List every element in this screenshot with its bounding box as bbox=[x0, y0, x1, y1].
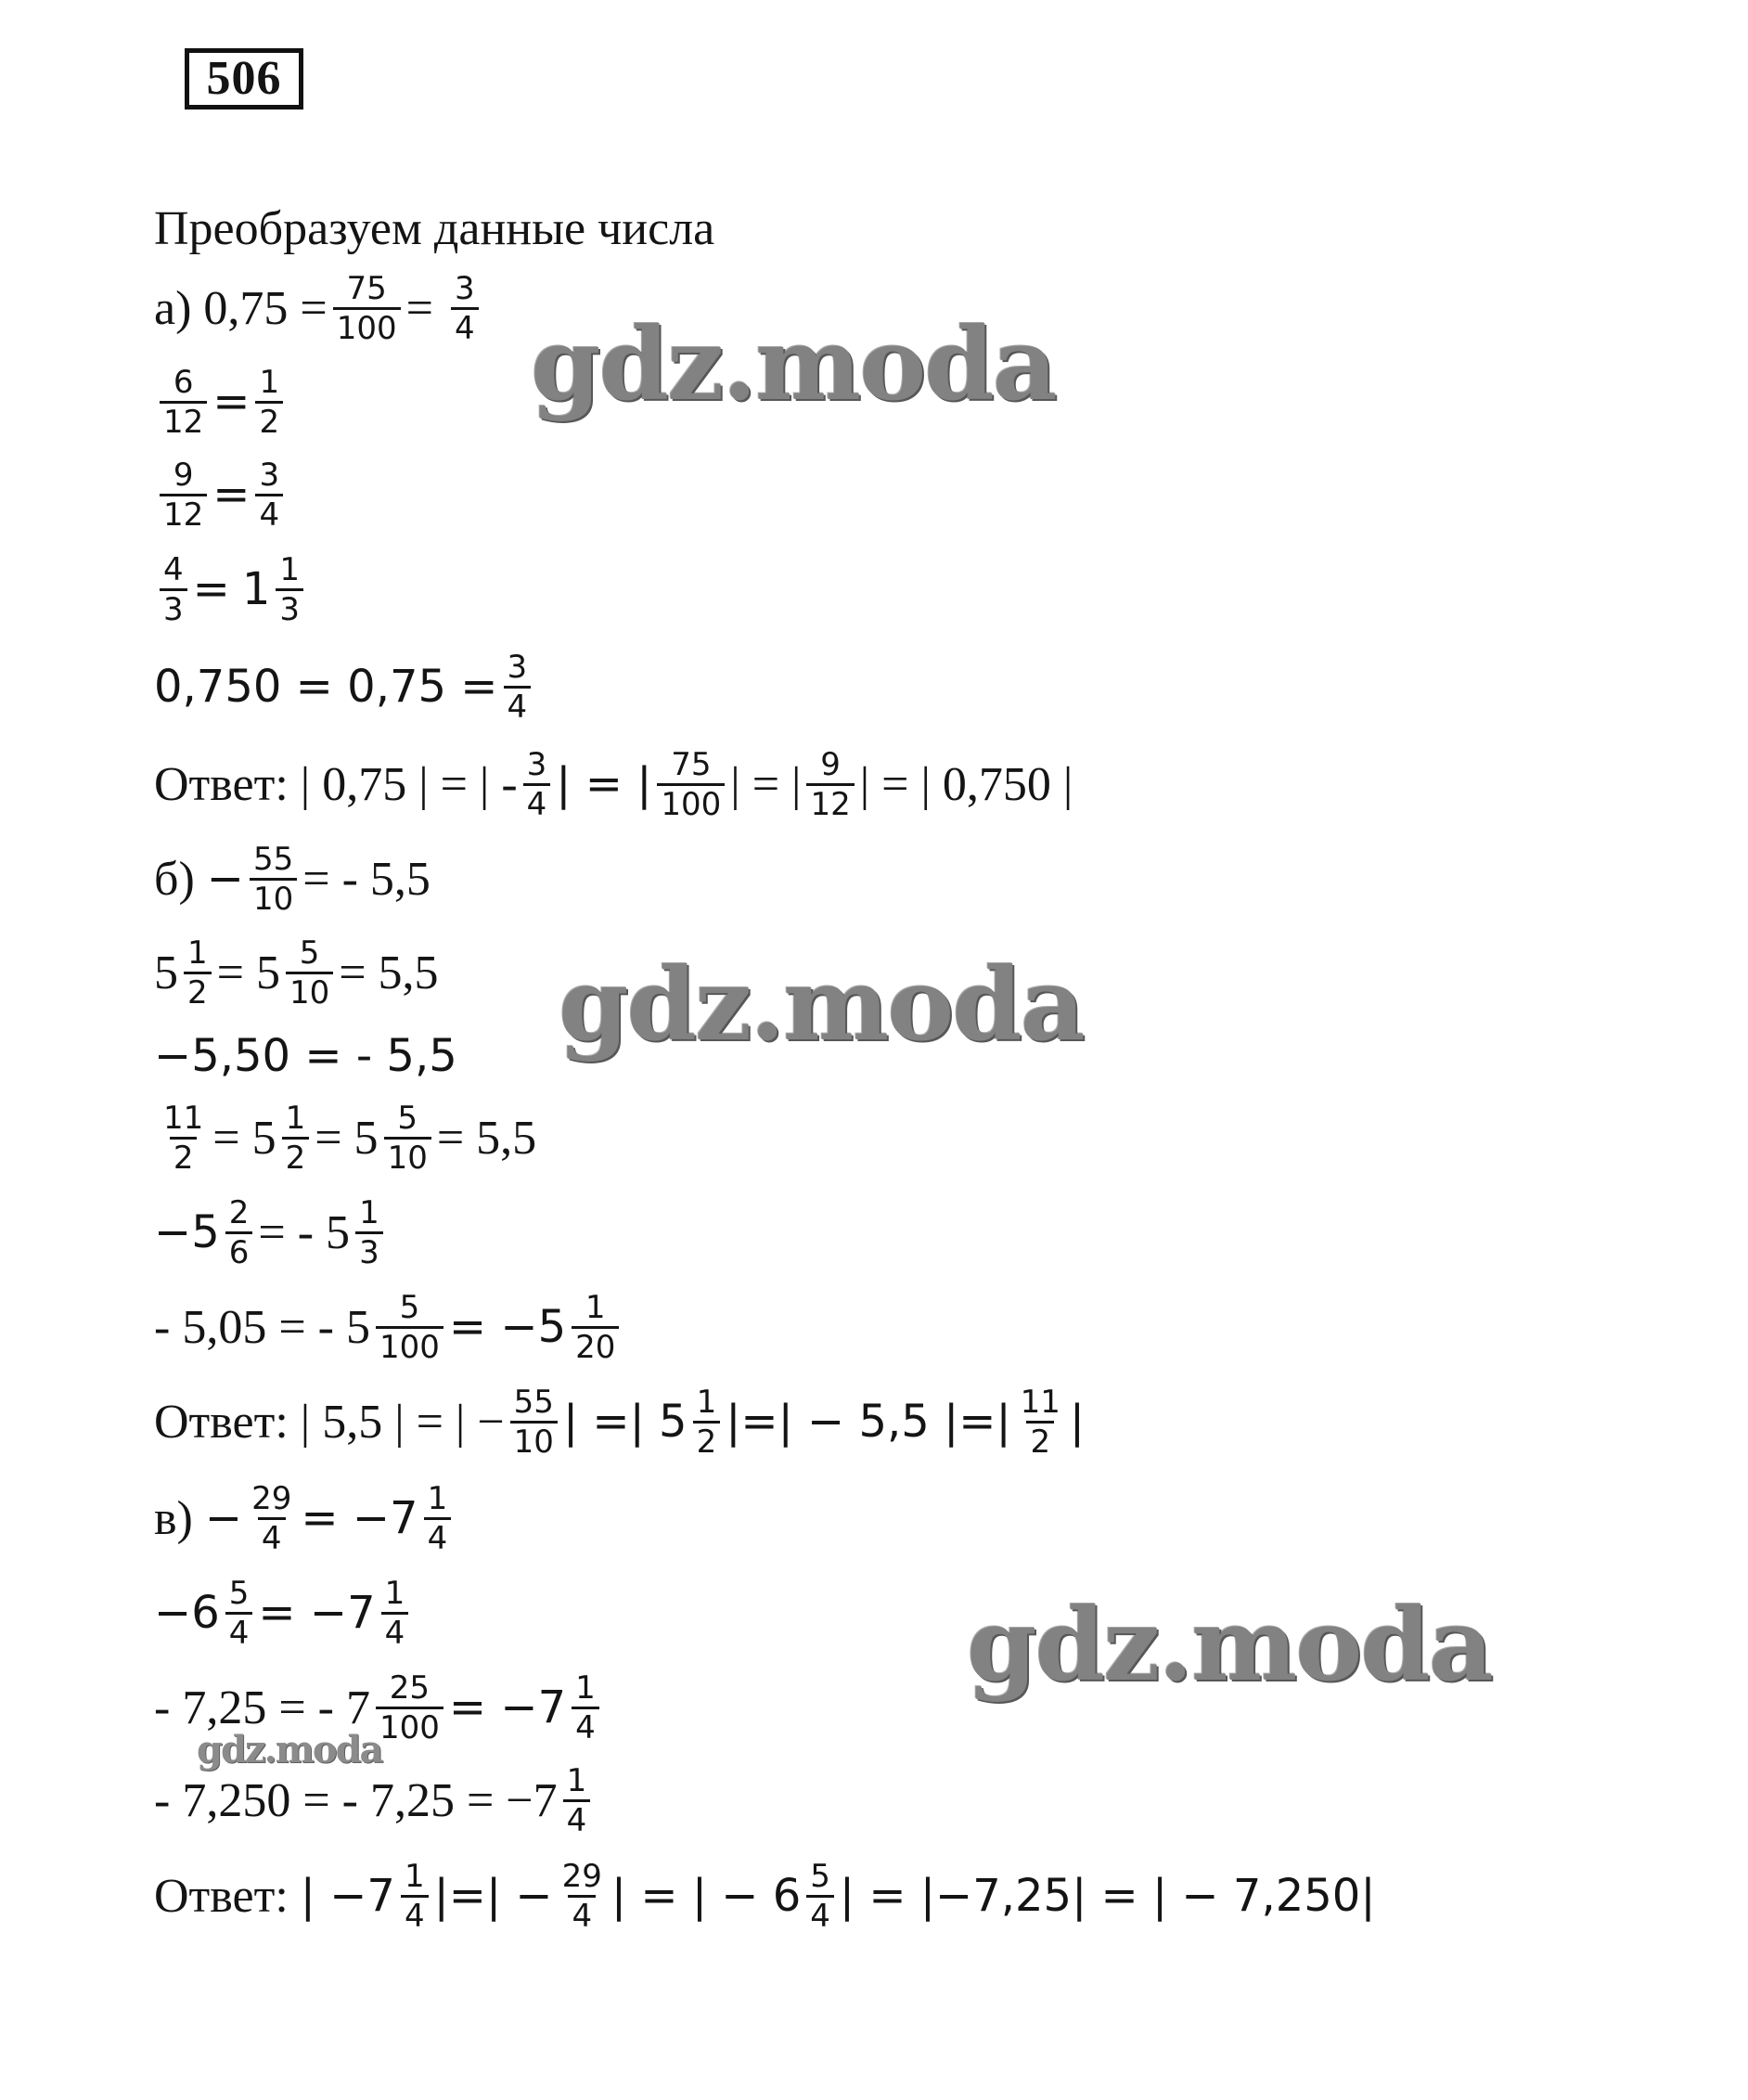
part-b-line-1: б) − $\frac{55}{10}$ = - 5,5 bbox=[154, 840, 431, 918]
fraction: $\frac{9}{12}$ bbox=[806, 746, 854, 823]
fraction: $\frac{29}{4}$ bbox=[251, 1479, 292, 1557]
answer-label: Ответ: bbox=[154, 757, 289, 811]
part-b-answer: Ответ: | 5,5 | = | − $\frac{55}{10}$ | =| 5 $\frac{1}{2}$ |=| − 5,5 |=| $\frac{11}{2}$ | bbox=[154, 1383, 1086, 1461]
fraction: $\frac{1}{4}$ bbox=[401, 1858, 429, 1935]
part-a-answer: Ответ: | 0,75 | = | - $\frac{3}{4}$ | = | $\frac{75}{100}$ | = | $\frac{9}{12}$ | = | 0,750 | bbox=[154, 745, 1073, 823]
fraction: $\frac{4}{3}$ bbox=[160, 551, 187, 628]
fraction: $\frac{5}{100}$ bbox=[376, 1289, 443, 1366]
fraction: $\frac{11}{2}$ bbox=[1020, 1383, 1060, 1461]
fraction: $\frac{1}{4}$ bbox=[563, 1762, 591, 1839]
fraction: $\frac{9}{12}$ bbox=[160, 457, 207, 534]
part-b-label: б) bbox=[154, 852, 195, 906]
fraction: $\frac{1}{2}$ bbox=[184, 934, 212, 1011]
part-c-line-4: - 7,250 = - 7,25 = −7 $\frac{1}{4}$ bbox=[154, 1754, 596, 1847]
fraction: $\frac{1}{2}$ bbox=[282, 1100, 310, 1177]
fraction: $\frac{3}{4}$ bbox=[504, 649, 532, 726]
part-a-line-3: $\frac{9}{12}$ = $\frac{3}{4}$ bbox=[154, 448, 289, 541]
fraction: $\frac{1}{4}$ bbox=[381, 1575, 409, 1652]
watermark: gdz.moda bbox=[559, 947, 1084, 1063]
intro-text: Преобразуем данные числа bbox=[154, 201, 715, 255]
fraction: $\frac{3}{4}$ bbox=[451, 270, 479, 347]
fraction: $\frac{2}{6}$ bbox=[225, 1194, 253, 1271]
fraction: $\frac{5}{10}$ bbox=[384, 1100, 431, 1177]
part-a-line-2: $\frac{6}{12}$ = $\frac{1}{2}$ bbox=[154, 355, 289, 448]
task-number: 506 bbox=[185, 48, 303, 110]
watermark: gdz.moda bbox=[197, 1728, 382, 1771]
fraction: $\frac{1}{20}$ bbox=[572, 1289, 619, 1366]
part-c-line-2: −6 $\frac{5}{4}$ = −7 $\frac{1}{4}$ bbox=[154, 1566, 414, 1659]
part-c-line-3: - 7,25 = - 7 $\frac{25}{100}$ = −7 $\frac{1}{4}$ bbox=[154, 1661, 605, 1754]
part-b-line-6: - 5,05 = - 5 $\frac{5}{100}$ = −5 $\frac{1}{20}$ bbox=[154, 1281, 624, 1373]
fraction: $\frac{6}{12}$ bbox=[160, 364, 207, 441]
fraction: $\frac{3}{4}$ bbox=[255, 457, 283, 534]
fraction: $\frac{25}{100}$ bbox=[376, 1669, 443, 1746]
part-c-line-1: в) − $\frac{29}{4}$ = −7 $\frac{1}{4}$ bbox=[154, 1472, 456, 1565]
fraction: $\frac{55}{10}$ bbox=[510, 1384, 558, 1461]
fraction: $\frac{5}{4}$ bbox=[225, 1575, 253, 1652]
fraction: $\frac{5}{10}$ bbox=[286, 934, 333, 1011]
fraction: $\frac{1}{3}$ bbox=[276, 551, 303, 628]
fraction: $\frac{1}{2}$ bbox=[255, 364, 283, 441]
fraction: $\frac{1}{2}$ bbox=[693, 1384, 721, 1461]
part-b-line-4: $\frac{11}{2}$ = 5 $\frac{1}{2}$ = 5 $\frac{5}{10}$ = 5,5 bbox=[154, 1091, 536, 1184]
part-a-line-5: 0,750 = 0,75 = $\frac{3}{4}$ bbox=[154, 640, 536, 733]
fraction: $\frac{11}{2}$ bbox=[163, 1099, 204, 1177]
watermark: gdz.moda bbox=[531, 306, 1056, 423]
fraction: $\frac{5}{4}$ bbox=[806, 1858, 834, 1935]
part-c-label: в) bbox=[154, 1491, 193, 1545]
part-b-line-2: 5 $\frac{1}{2}$ = 5 $\frac{5}{10}$ = 5,5 bbox=[154, 934, 439, 1011]
fraction: $\frac{3}{4}$ bbox=[523, 746, 551, 823]
part-a-label: а) bbox=[154, 281, 192, 335]
fraction: $\frac{29}{4}$ bbox=[561, 1857, 602, 1935]
part-c-answer: Ответ: | −7 $\frac{1}{4}$ |=| − $\frac{29}{4}$ | = | − 6 $\frac{5}{4}$ | = |−7,25| = | − 7,250| bbox=[154, 1857, 1376, 1935]
intro-line bbox=[154, 182, 714, 275]
part-a-line-4: $\frac{4}{3}$ = 1 $\frac{1}{3}$ bbox=[154, 543, 309, 636]
fraction: $\frac{1}{3}$ bbox=[355, 1194, 383, 1271]
watermark: gdz.moda bbox=[967, 1587, 1492, 1704]
fraction: $\frac{75}{100}$ bbox=[657, 746, 725, 823]
part-a-line-1: а) 0,75 = $\frac{75}{100}$ = $\frac{3}{4}$ bbox=[154, 262, 484, 354]
fraction: $\frac{55}{10}$ bbox=[250, 841, 297, 918]
answer-label: Ответ: bbox=[154, 1395, 289, 1449]
fraction: $\frac{75}{100}$ bbox=[333, 270, 401, 347]
fraction: $\frac{1}{4}$ bbox=[424, 1480, 452, 1557]
part-b-line-5: −5 $\frac{2}{6}$ = - 5 $\frac{1}{3}$ bbox=[154, 1186, 389, 1279]
fraction: $\frac{1}{4}$ bbox=[572, 1669, 599, 1746]
part-b-line-3: −5,50 = - 5,5 bbox=[154, 1030, 457, 1082]
answer-label: Ответ: bbox=[154, 1869, 289, 1923]
